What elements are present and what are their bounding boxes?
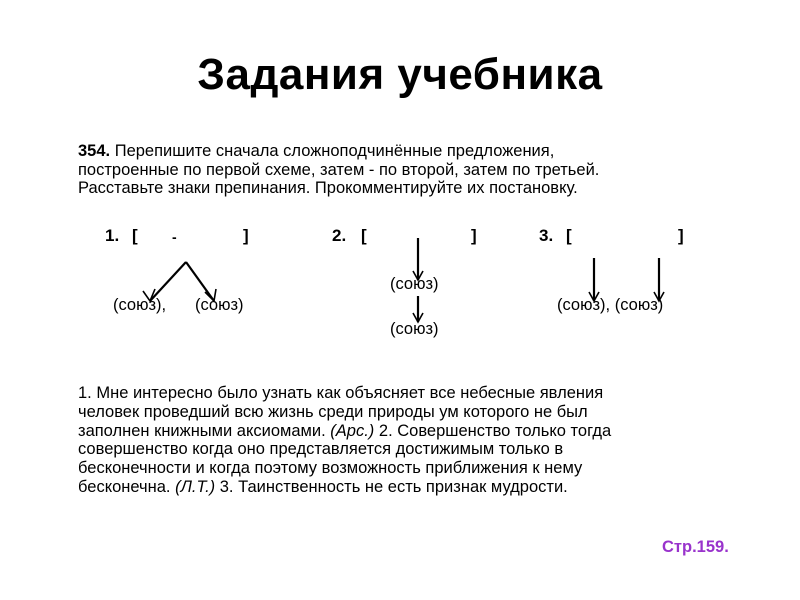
scheme-1-mark: -	[172, 229, 177, 245]
scheme-2-open-bracket: [	[361, 226, 367, 245]
scheme-1-close-bracket: ]	[243, 226, 249, 245]
task-text-line-1: Перепишите сначала сложноподчинённые предложения,	[110, 142, 555, 160]
scheme-1-label-left: (союз),	[113, 296, 167, 314]
scheme-1-label-right: (союз)	[195, 296, 244, 314]
scheme-2-close-bracket: ]	[471, 226, 477, 245]
sentence-line-5: бесконечности и когда поэтому возможность приближения к нему	[78, 459, 583, 478]
task-line-1	[78, 142, 758, 161]
scheme-2-label-upper: (союз)	[390, 275, 439, 293]
task-number: 354.	[78, 142, 111, 160]
task-line-2: построенные по первой схеме, затем - по второй, затем по третьей.	[78, 160, 600, 179]
scheme-3-open-bracket: [	[566, 226, 572, 245]
scheme-3-labels: (союз), (союз)	[557, 296, 664, 314]
sentence-line-1: 1. Мне интересно было узнать как объясняет все небесные явления	[78, 384, 604, 402]
scheme-1-open-bracket: [	[132, 226, 138, 245]
exercise-sentences	[78, 384, 768, 497]
sentence-line-6: бесконечна. (Л.Т.) 3. Таинственность не есть признак мудрости.	[78, 477, 568, 496]
scheme-3-close-bracket: ]	[678, 226, 684, 245]
author-tolstoy: (Л.Т.)	[175, 477, 216, 496]
sentence-line-4: совершенство когда оно представляется достижимым только в	[78, 440, 564, 459]
sentence-line-2: человек проведший всю жизнь среди природы ум которого не был	[78, 402, 588, 421]
page-title: Задания учебника	[197, 50, 603, 99]
page-reference: Стр.159.	[662, 538, 729, 556]
sentence-line-3: заполнен книжными аксиомами. (Арс.) 2. Совершенство только тогда	[78, 421, 612, 440]
scheme-1-number: 1.	[105, 226, 120, 245]
scheme-2-number: 2.	[332, 226, 347, 245]
task-text	[78, 142, 758, 198]
task-line-3: Расставьте знаки препинания. Прокомментируйте их постановку.	[78, 179, 578, 197]
author-arsenyev: (Арс.)	[330, 421, 375, 440]
scheme-3-number: 3.	[539, 226, 554, 245]
scheme-2-label-lower: (союз)	[390, 320, 439, 338]
